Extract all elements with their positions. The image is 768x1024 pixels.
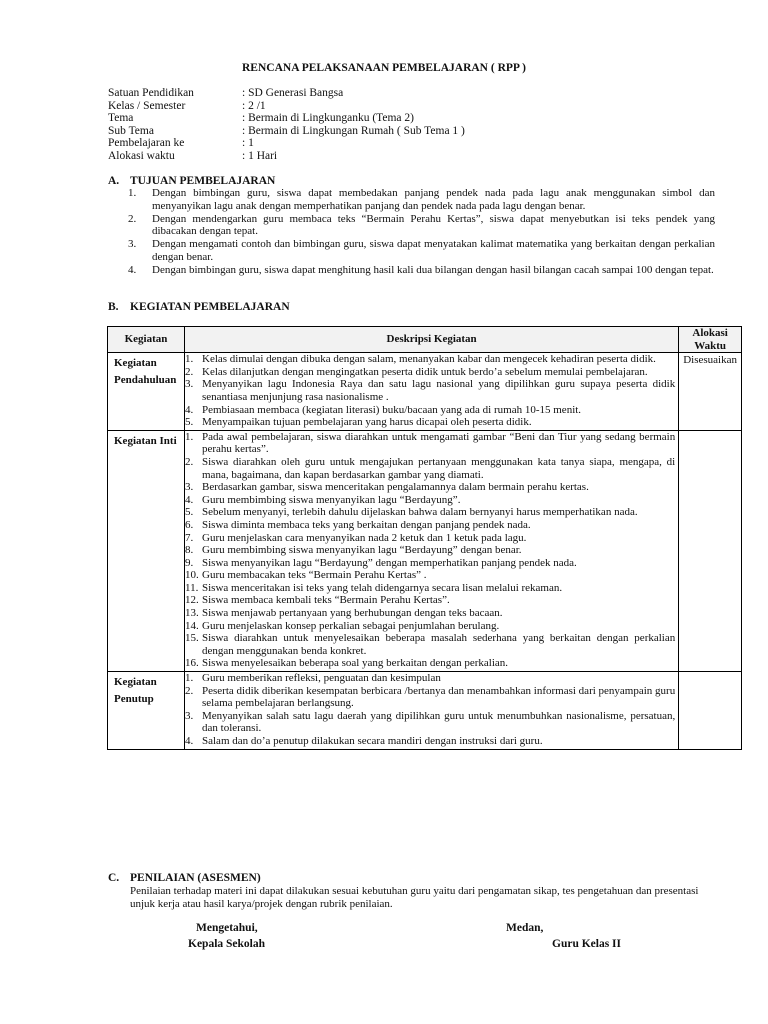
- item-text: Siswa menyanyikan lagu “Berdayung” dengan memperhatikan panjang pendek nada.: [202, 556, 577, 569]
- list-item: [128, 213, 715, 239]
- item-text: Dengan bimbingan guru, siswa dapat menghitung hasil kali dua bilangan dengan hasil bilangan cacah sampai 100 dengan tepat.: [152, 263, 714, 276]
- item-number: 3.: [185, 481, 194, 494]
- identity-block: [108, 87, 465, 163]
- info-value: : 1: [242, 137, 254, 150]
- list-item: [185, 506, 678, 519]
- info-value: : 1 Hari: [242, 149, 278, 162]
- list-item: [185, 620, 678, 633]
- item-text: Peserta didik diberikan kesempatan berbicara /bertanya dan menambahkan informasi dari penyampain guru selama pembelajaran berlangsung.: [202, 684, 676, 710]
- item-number: 16.: [185, 657, 199, 670]
- activity-description: [185, 430, 679, 671]
- item-text: Siswa menceritakan isi teks yang telah didengarnya secara lisan melalui rekaman.: [202, 581, 563, 594]
- list-item: [185, 481, 678, 494]
- section-letter: B.: [108, 301, 119, 313]
- item-number: 15.: [185, 632, 199, 645]
- item-number: 9.: [185, 556, 194, 569]
- section-letter: A.: [108, 175, 120, 187]
- item-number: 4.: [185, 493, 194, 506]
- list-item: [185, 735, 678, 748]
- item-number: 2.: [128, 212, 137, 225]
- list-item: [128, 238, 715, 264]
- list-item: [185, 366, 678, 379]
- list-item: [185, 672, 678, 685]
- item-text: Kelas dilanjutkan dengan mengingatkan peserta didik untuk berdo’a sebelum memulai pembelajaran.: [202, 365, 648, 378]
- item-number: 8.: [185, 544, 194, 557]
- list-item: [185, 594, 678, 607]
- activity-time: Disesuaikan: [679, 353, 742, 431]
- item-number: 5.: [185, 506, 194, 519]
- activity-time: [679, 672, 742, 750]
- item-text: Salam dan do’a penutup dilakukan secara mandiri dengan instruksi dari guru.: [202, 735, 543, 747]
- section-title: TUJUAN PEMBELAJARAN: [130, 175, 276, 187]
- list-item: [185, 532, 678, 545]
- item-number: 3.: [128, 238, 137, 251]
- info-label: Pembelajaran ke: [108, 137, 185, 150]
- section-a-heading: [108, 175, 275, 187]
- section-letter: C.: [108, 872, 120, 884]
- section-title: KEGIATAN PEMBELAJARAN: [130, 301, 290, 313]
- item-number: 7.: [185, 531, 194, 544]
- list-item: [185, 378, 678, 403]
- item-text: Dengan bimbingan guru, siswa dapat membedakan panjang pendek nada pada lagu anak menggunakan simbol dan menyanyikan lagu anak dengan memperhatikan panjang dan pendek nada pada lagu dengan benar.: [152, 187, 715, 212]
- info-label: Sub Tema: [108, 124, 154, 137]
- info-row-pembelajaran: [108, 137, 465, 150]
- item-text: Menyanyikan lagu Indonesia Raya dan satu lagu nasional yang dipilihkan guru supaya peserta didik senantiasa menjunjung rasa nasionalisme .: [202, 378, 676, 403]
- item-text: Sebelum menyanyi, terlebih dahulu dijelaskan bahwa dalam bernyanyi harus memperhatikan nada.: [202, 506, 638, 519]
- list-item: [185, 404, 678, 417]
- item-number: 5.: [185, 416, 194, 429]
- table-row-pendahuluan: [108, 353, 742, 431]
- info-label: Kelas / Semester: [108, 99, 186, 112]
- header-kegiatan: Kegiatan: [108, 327, 185, 353]
- list-item: [185, 456, 678, 481]
- table-row-penutup: [108, 672, 742, 750]
- item-number: 2.: [185, 684, 194, 697]
- document-title: RENCANA PELAKSANAAN PEMBELAJARAN ( RPP ): [242, 62, 526, 74]
- table-row-inti: [108, 430, 742, 671]
- list-item: [185, 685, 678, 710]
- item-text: Dengan mendengarkan guru membaca teks “Bermain Perahu Kertas”, siswa dapat menyebutkan isi teks pendek yang dibacakan dengan tepat.: [152, 212, 715, 238]
- item-number: 14.: [185, 619, 199, 632]
- item-text: Siswa menjawab pertanyaan yang berhubungan dengan teks bacaan.: [202, 607, 503, 620]
- info-label: Alokasi waktu: [108, 149, 175, 162]
- activity-name: Kegiatan Pendahuluan: [108, 353, 185, 431]
- activity-name: Kegiatan Inti: [108, 430, 185, 671]
- list-item: [185, 582, 678, 595]
- item-text: Siswa diarahkan untuk menyelesaikan beberapa masalah sederhana yang berkaitan dengan perkalian dengan menggunakan benda konkret.: [202, 632, 676, 657]
- item-number: 6.: [185, 518, 194, 531]
- item-text: Guru membimbing siswa menyanyikan lagu “Berdayung” dengan benar.: [202, 544, 522, 557]
- list-item: [185, 710, 678, 735]
- header-deskripsi: Deskripsi Kegiatan: [185, 327, 679, 353]
- item-text: Menyampaikan tujuan pembelajaran yang harus dicapai oleh peserta didik.: [202, 416, 532, 429]
- item-number: 1.: [185, 672, 194, 685]
- item-number: 3.: [185, 378, 194, 391]
- signature-right-line2: Guru Kelas II: [552, 938, 622, 950]
- activity-description: [185, 672, 679, 750]
- activities-table: [107, 326, 742, 750]
- item-number: 1.: [185, 430, 194, 443]
- info-value: : 2 /1: [242, 99, 266, 112]
- item-text: Kelas dimulai dengan dibuka dengan salam, menanyakan kabar dan mengecek kehadiran peserta didik.: [202, 353, 656, 366]
- item-text: Guru membacakan teks “Bermain Perahu Kertas” .: [202, 569, 427, 582]
- item-number: 1.: [128, 187, 137, 199]
- info-row-alokasi: [108, 150, 465, 163]
- header-waktu: Alokasi Waktu: [679, 327, 742, 353]
- list-item: [185, 519, 678, 532]
- info-row-tema: [108, 112, 465, 125]
- item-text: Siswa membaca kembali teks “Bermain Perahu Kertas”.: [202, 594, 450, 607]
- item-number: 10.: [185, 569, 199, 582]
- info-value: : Bermain di Lingkungan Rumah ( Sub Tema 1 ): [242, 124, 465, 137]
- list-item: [185, 607, 678, 620]
- info-value: : Bermain di Lingkunganku (Tema 2): [242, 112, 414, 125]
- list-item: [185, 569, 678, 582]
- item-text: Pembiasaan membaca (kegiatan literasi) buku/bacaan yang ada di rumah 10-15 menit.: [202, 403, 582, 416]
- item-number: 13.: [185, 607, 199, 620]
- item-number: 1.: [185, 353, 194, 366]
- signature-left-line2: Kepala Sekolah: [188, 938, 266, 950]
- list-item: [185, 632, 678, 657]
- item-text: Guru membimbing siswa menyanyikan lagu “Berdayung”.: [202, 493, 461, 506]
- list-item: [128, 187, 715, 213]
- item-text: Guru memberikan refleksi, penguatan dan kesimpulan: [202, 672, 441, 685]
- info-label: Tema: [108, 112, 134, 125]
- info-label: Satuan Pendidikan: [108, 87, 194, 99]
- info-row-kelas: [108, 100, 465, 113]
- activity-description: [185, 353, 679, 431]
- item-text: Siswa menyelesaikan beberapa soal yang berkaitan dengan perkalian.: [202, 657, 509, 670]
- item-text: Dengan mengamati contoh dan bimbingan guru, siswa dapat menyatakan kalimat matematika yang berkaitan dengan perkalian dengan benar.: [152, 238, 715, 263]
- item-number: 3.: [185, 709, 194, 722]
- activity-name: Kegiatan Penutup: [108, 672, 185, 750]
- objectives-list: [128, 187, 715, 277]
- section-title: PENILAIAN (ASESMEN): [130, 872, 261, 884]
- item-number: 2.: [185, 455, 194, 468]
- item-number: 4.: [185, 735, 194, 747]
- signature-right-line1: Medan,: [506, 922, 544, 934]
- info-row-satuan: [108, 87, 465, 100]
- item-text: Berdasarkan gambar, siswa menceritakan pengalamannya dalam bermain perahu kertas.: [202, 481, 589, 494]
- list-item: [128, 264, 715, 277]
- activity-time: [679, 430, 742, 671]
- list-item: [185, 416, 678, 429]
- table-header-row: [108, 327, 742, 353]
- item-number: 4.: [185, 403, 194, 416]
- list-item: [185, 557, 678, 570]
- item-text: Guru menjelaskan konsep perkalian sebagai penjumlahan berulang.: [202, 619, 500, 632]
- item-number: 12.: [185, 594, 199, 607]
- section-c-heading: [108, 872, 261, 884]
- list-item: [185, 544, 678, 557]
- info-row-subtema: [108, 125, 465, 138]
- item-number: 4.: [128, 263, 137, 276]
- info-value: : SD Generasi Bangsa: [242, 87, 344, 99]
- list-item: [185, 494, 678, 507]
- list-item: [185, 431, 678, 456]
- list-item: [185, 353, 678, 366]
- list-item: [185, 657, 678, 670]
- item-number: 2.: [185, 365, 194, 378]
- item-text: Pada awal pembelajaran, siswa diarahkan untuk mengamati gambar “Beni dan Tiur yang sedang bermain perahu kertas”.: [202, 430, 676, 456]
- item-text: Siswa diarahkan oleh guru untuk mengajukan pertanyaan menggunakan kata tanya siapa, mengapa, di mana, bagaimana, dan kapan berdasarkan gambar yang diamati.: [202, 455, 676, 481]
- item-text: Menyanyikan salah satu lagu daerah yang dipilihkan guru untuk menumbuhkan nasionalisme, persatuan, dan toleransi.: [202, 709, 676, 735]
- assessment-text: Penilaian terhadap materi ini dapat dilakukan sesuai kebutuhan guru yaitu dari pengamatan sikap, tes pengetahuan dan presentasi unjuk kerja atau hasil karya/projek dengan rubrik penilaian.: [130, 885, 699, 910]
- item-number: 11.: [185, 581, 199, 594]
- section-b-heading: [108, 301, 290, 313]
- item-text: Siswa diminta membaca teks yang berkaitan dengan panjang pendek nada.: [202, 518, 531, 531]
- item-text: Guru menjelaskan cara menyanyikan nada 2 ketuk dan 1 ketuk pada lagu.: [202, 531, 527, 544]
- signature-left-line1: Mengetahui,: [196, 922, 258, 934]
